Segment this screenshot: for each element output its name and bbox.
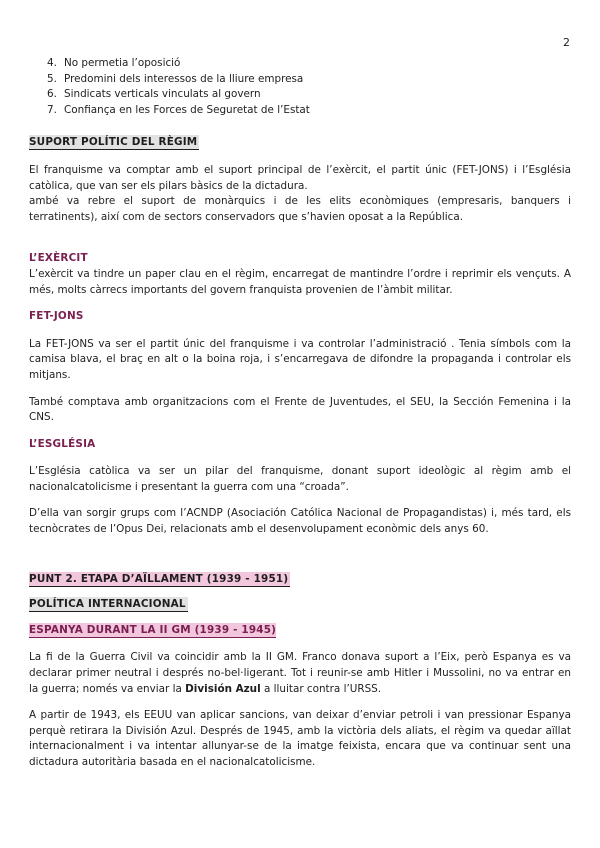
paragraph-esglesia-2: D’ella van sorgir grups com l’ACNDP (Asociación Católica Nacional de Propagandistas) i, més tard, els tecnòcrates de l’Opus Dei, relacionats amb el desenvolupament econòmic dels anys 60. (29, 507, 571, 536)
paragraph-exercit: L’exèrcit va tindre un paper clau en el règim, encarregat de mantindre l’ordre i reprimir els vençuts. A més, molts càrrecs importants del govern franquista provenien de l’àmbit militar. (29, 267, 571, 296)
list-item: 5. Predomini dels interessos de la lliure empresa (47, 72, 304, 85)
subheading-esglesia: L’ESGLÉSIA (29, 437, 96, 450)
paragraph-suport-1: El franquisme va comptar amb el suport principal de l’exèrcit, el partit únic (FET-JONS) i l’Església catòlica, que van ser els pilars bàsics de la dictadura. (29, 163, 571, 192)
paragraph-suport-2: ambé va rebre el suport de monàrquics i de les elits econòmiques (empresaris, banquers i terratinents), així com de sectors conservadors que s’havien oposat a la República. (29, 195, 571, 223)
list-item: 7. Confiança en les Forces de Seguretat de l’Estat (47, 103, 310, 116)
section-heading-politica: POLÍTICA INTERNACIONAL (29, 598, 186, 611)
subheading-fetjons: FET-JONS (29, 310, 84, 323)
paragraph-espanya-2: A partir de 1943, els EEUU van aplicar sancions, van deixar d’enviar petroli i van pressionar Espanya perquè retirara la División Azul. Després de 1945, amb la victòria dels aliats, el règim va quedar aïllat internacionalment i va intentar allunyar-se de la imatge feixista, encara que va continuar sent una dictadura autoritària basada en el nacionalcatolicisme. (29, 709, 571, 768)
subheading-exercit: L’EXÈRCIT (29, 252, 88, 265)
document-body (29, 56, 571, 771)
division-azul-bold: División Azul (185, 682, 261, 695)
page-number: 2 (563, 36, 570, 49)
section-heading-suport: SUPORT POLÍTIC DEL RÈGIM (29, 136, 198, 149)
section-heading-punt2: PUNT 2. ETAPA D’AÏLLAMENT (1939 - 1951) (29, 572, 289, 585)
list-item: 6. Sindicats verticals vinculats al govern (47, 88, 261, 101)
list-item: 4. No permetia l’oposició (47, 57, 181, 69)
subheading-espanya: ESPANYA DURANT LA II GM (1939 - 1945) (29, 623, 277, 636)
paragraph-esglesia-1: L’Església catòlica va ser un pilar del franquisme, donant suport ideològic al règim amb el nacionalcatolicisme i presentant la guerra com una “croada”. (29, 465, 571, 493)
paragraph-fetjons-1: La FET-JONS va ser el partit únic del franquisme i va controlar l’administració . Tenia símbols com la camisa blava, el braç en alt o la boina roja, i s’encarregava de difondre la propaganda i controlar els mitjans. (29, 337, 571, 381)
paragraph-espanya-1: La fi de la Guerra Civil va coincidir amb la II GM. Franco donava suport a l’Eix, però Espanya es va declarar primer neutral i després no-bel·ligerant. Tot i reunir-se amb Hitler i Mussolini, no va entrar en la guerra; només va enviar la División Azul a lluitar contra l’URSS. (29, 651, 571, 695)
paragraph-fetjons-2: També comptava amb organitzacions com el Frente de Juventudes, el SEU, la Sección Femenina i la CNS. (29, 395, 571, 424)
numbered-list (29, 56, 571, 118)
